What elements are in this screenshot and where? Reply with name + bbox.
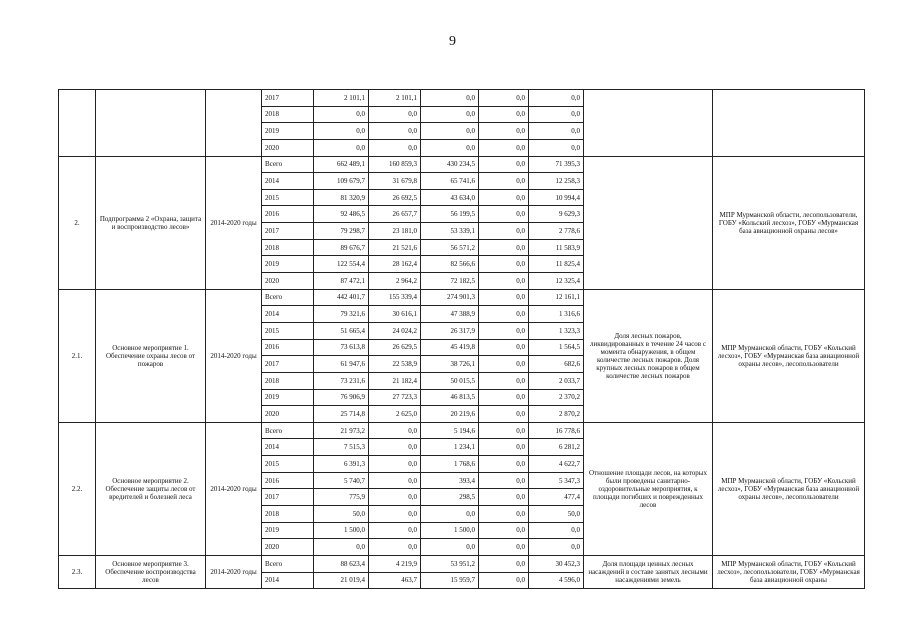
amount-cell: 298,5 [421, 489, 479, 506]
name-cell [96, 90, 206, 157]
amount-cell: 0,0 [369, 489, 421, 506]
amount-cell: 2 964,2 [369, 273, 421, 290]
amount-cell: 21 521,6 [369, 239, 421, 256]
amount-cell: 0,0 [479, 389, 529, 406]
period-cell [206, 90, 262, 157]
amount-cell: 0,0 [369, 506, 421, 523]
table-row [59, 289, 865, 306]
amount-cell: 23 181,0 [369, 223, 421, 240]
year-cell: 2020 [262, 139, 314, 156]
amount-cell: 477,4 [529, 489, 584, 506]
amount-cell: 0,0 [479, 90, 529, 107]
amount-cell: 0,0 [529, 90, 584, 107]
section-name: Основное мероприятие 1. Обеспечение охраны лесов от пожаров [96, 289, 206, 422]
amount-cell: 45 419,8 [421, 339, 479, 356]
year-cell: 2020 [262, 273, 314, 290]
amount-cell: 0,0 [529, 522, 584, 539]
amount-cell: 1 500,0 [421, 522, 479, 539]
section-indicator [584, 156, 713, 289]
amount-cell: 76 906,9 [314, 389, 369, 406]
amount-cell: 2 625,0 [369, 406, 421, 423]
amount-cell: 0,0 [421, 123, 479, 140]
amount-cell: 0,0 [421, 506, 479, 523]
amount-cell: 0,0 [369, 422, 421, 439]
section-executors: МПР Мурманской области, ГОБУ «Кольский лесхоз», ГОБУ «Мурманская база авиационной охраны лесов», лесопользователи [713, 422, 865, 555]
amount-cell: 73 613,8 [314, 339, 369, 356]
amount-cell: 30 452,3 [529, 555, 584, 572]
amount-cell: 0,0 [314, 539, 369, 556]
amount-cell: 4 596,0 [529, 572, 584, 589]
amount-cell: 2 370,2 [529, 389, 584, 406]
year-cell: 2017 [262, 356, 314, 373]
amount-cell: 65 741,6 [421, 173, 479, 190]
amount-cell: 73 231,6 [314, 372, 369, 389]
amount-cell: 0,0 [369, 456, 421, 473]
table-row [59, 422, 865, 439]
year-cell: 2018 [262, 506, 314, 523]
amount-cell: 5 194,6 [421, 422, 479, 439]
amount-cell: 11 583,9 [529, 239, 584, 256]
amount-cell: 0,0 [479, 289, 529, 306]
amount-cell: 0,0 [529, 123, 584, 140]
section-indicator: Доля лесных пожаров, ликвидированных в течение 24 часов с момента обнаружения, в общем количестве лесных пожаров. Доля крупных лесных пожаров в общем количестве лесных пожаров [584, 289, 713, 422]
amount-cell: 2 778,6 [529, 223, 584, 240]
year-cell: 2018 [262, 239, 314, 256]
amount-cell: 50 015,5 [421, 372, 479, 389]
year-cell: 2019 [262, 522, 314, 539]
section-indicator: Отношение площади лесов, на которых были проведены санитарно-оздоровительные мероприятия, к площади погибших и поврежденных лесов [584, 422, 713, 555]
amount-cell: 109 679,7 [314, 173, 369, 190]
amount-cell: 1 323,3 [529, 322, 584, 339]
amount-cell: 1 768,6 [421, 456, 479, 473]
year-cell: 2017 [262, 90, 314, 107]
table-row [59, 555, 865, 572]
year-cell: 2017 [262, 223, 314, 240]
amount-cell: 26 317,9 [421, 322, 479, 339]
amount-cell: 9 629,3 [529, 206, 584, 223]
year-cell: 2019 [262, 123, 314, 140]
amount-cell: 775,9 [314, 489, 369, 506]
amount-cell: 22 538,9 [369, 356, 421, 373]
amount-cell: 7 515,3 [314, 439, 369, 456]
amount-cell: 0,0 [314, 123, 369, 140]
amount-cell: 20 219,6 [421, 406, 479, 423]
section-period: 2014-2020 годы [206, 289, 262, 422]
amount-cell: 160 859,3 [369, 156, 421, 173]
amount-cell: 0,0 [529, 539, 584, 556]
amount-cell: 53 951,2 [421, 555, 479, 572]
amount-cell: 0,0 [314, 106, 369, 123]
amount-cell: 27 723,3 [369, 389, 421, 406]
amount-cell: 0,0 [479, 539, 529, 556]
amount-cell: 122 554,4 [314, 256, 369, 273]
amount-cell: 430 234,5 [421, 156, 479, 173]
amount-cell: 0,0 [369, 522, 421, 539]
amount-cell: 442 401,7 [314, 289, 369, 306]
amount-cell: 0,0 [369, 472, 421, 489]
amount-cell: 16 778,6 [529, 422, 584, 439]
section-name: Основное мероприятие 2. Обеспечение защиты лесов от вредителей и болезней леса [96, 422, 206, 555]
amount-cell: 30 616,1 [369, 306, 421, 323]
amount-cell: 0,0 [421, 106, 479, 123]
year-cell: 2014 [262, 173, 314, 190]
section-period: 2014-2020 годы [206, 422, 262, 555]
amount-cell: 47 388,9 [421, 306, 479, 323]
amount-cell: 0,0 [529, 139, 584, 156]
amount-cell: 21 973,2 [314, 422, 369, 439]
amount-cell: 71 395,3 [529, 156, 584, 173]
amount-cell: 50,0 [314, 506, 369, 523]
amount-cell: 4 622,7 [529, 456, 584, 473]
year-cell: 2014 [262, 439, 314, 456]
section-executors: МПР Мурманской области, ГОБУ «Кольский лесхоз», ГОБУ «Мурманская база авиационной охраны лесов», лесопользователи [713, 289, 865, 422]
amount-cell: 46 813,5 [421, 389, 479, 406]
amount-cell: 0,0 [479, 422, 529, 439]
amount-cell: 56 199,5 [421, 206, 479, 223]
amount-cell: 0,0 [421, 539, 479, 556]
amount-cell: 0,0 [479, 489, 529, 506]
amount-cell: 26 657,7 [369, 206, 421, 223]
section-period: 2014-2020 годы [206, 156, 262, 289]
amount-cell: 0,0 [529, 106, 584, 123]
year-cell: 2018 [262, 372, 314, 389]
amount-cell: 1 234,1 [421, 439, 479, 456]
year-cell: Всего [262, 422, 314, 439]
amount-cell: 1 316,6 [529, 306, 584, 323]
amount-cell: 0,0 [421, 139, 479, 156]
amount-cell: 53 339,1 [421, 223, 479, 240]
amount-cell: 25 714,8 [314, 406, 369, 423]
table-row [59, 90, 865, 107]
year-cell: Всего [262, 289, 314, 306]
year-cell: 2016 [262, 339, 314, 356]
amount-cell: 0,0 [479, 339, 529, 356]
amount-cell: 0,0 [479, 472, 529, 489]
amount-cell: 38 726,1 [421, 356, 479, 373]
year-cell: 2019 [262, 256, 314, 273]
amount-cell: 682,6 [529, 356, 584, 373]
amount-cell: 4 219,9 [369, 555, 421, 572]
amount-cell: 0,0 [479, 406, 529, 423]
amount-cell: 0,0 [479, 306, 529, 323]
year-cell: 2014 [262, 572, 314, 589]
amount-cell: 0,0 [479, 456, 529, 473]
amount-cell: 21 182,4 [369, 372, 421, 389]
amount-cell: 88 623,4 [314, 555, 369, 572]
amount-cell: 5 740,7 [314, 472, 369, 489]
executors-cell [713, 90, 865, 157]
amount-cell: 50,0 [529, 506, 584, 523]
section-name: Основное мероприятие 3. Обеспечение воспроизводства лесов [96, 555, 206, 588]
amount-cell: 463,7 [369, 572, 421, 589]
amount-cell: 155 339,4 [369, 289, 421, 306]
year-cell: 2016 [262, 206, 314, 223]
amount-cell: 0,0 [479, 555, 529, 572]
amount-cell: 56 571,2 [421, 239, 479, 256]
amount-cell: 0,0 [479, 322, 529, 339]
year-cell: 2014 [262, 306, 314, 323]
amount-cell: 0,0 [479, 506, 529, 523]
amount-cell: 72 182,5 [421, 273, 479, 290]
year-cell: 2020 [262, 539, 314, 556]
amount-cell: 0,0 [479, 206, 529, 223]
amount-cell: 26 629,5 [369, 339, 421, 356]
section-period: 2014-2020 годы [206, 555, 262, 588]
year-cell: Всего [262, 555, 314, 572]
section-number: 2.2. [59, 422, 96, 555]
amount-cell: 82 566,6 [421, 256, 479, 273]
amount-cell: 0,0 [479, 106, 529, 123]
amount-cell: 0,0 [479, 372, 529, 389]
amount-cell: 274 901,3 [421, 289, 479, 306]
year-cell: 2017 [262, 489, 314, 506]
amount-cell: 0,0 [479, 156, 529, 173]
amount-cell: 0,0 [369, 139, 421, 156]
amount-cell: 79 298,7 [314, 223, 369, 240]
section-number: 2.1. [59, 289, 96, 422]
amount-cell: 0,0 [314, 139, 369, 156]
amount-cell: 0,0 [479, 273, 529, 290]
section-executors: МПР Мурманской области, ГОБУ «Кольский лесхоз», лесопользователи, ГОБУ «Мурманская база авиационной охраны [713, 555, 865, 588]
section-indicator: Доля площади ценных лесных насаждений в составе занятых лесными насаждениями земель [584, 555, 713, 588]
amount-cell: 26 692,5 [369, 189, 421, 206]
amount-cell: 1 564,5 [529, 339, 584, 356]
amount-cell: 5 347,3 [529, 472, 584, 489]
amount-cell: 61 947,6 [314, 356, 369, 373]
year-cell: 2020 [262, 406, 314, 423]
amount-cell: 43 634,0 [421, 189, 479, 206]
amount-cell: 393,4 [421, 472, 479, 489]
amount-cell: 0,0 [369, 106, 421, 123]
amount-cell: 12 161,1 [529, 289, 584, 306]
amount-cell: 1 500,0 [314, 522, 369, 539]
amount-cell: 0,0 [479, 223, 529, 240]
year-cell: 2015 [262, 456, 314, 473]
amount-cell: 10 994,4 [529, 189, 584, 206]
section-number: 2.3. [59, 555, 96, 588]
indicator-cell [584, 90, 713, 157]
amount-cell: 15 959,7 [421, 572, 479, 589]
amount-cell: 0,0 [369, 439, 421, 456]
table-row [59, 156, 865, 173]
amount-cell: 2 033,7 [529, 372, 584, 389]
amount-cell: 12 325,4 [529, 273, 584, 290]
amount-cell: 31 679,8 [369, 173, 421, 190]
amount-cell: 0,0 [421, 90, 479, 107]
amount-cell: 0,0 [479, 123, 529, 140]
amount-cell: 2 870,2 [529, 406, 584, 423]
year-cell: 2018 [262, 106, 314, 123]
amount-cell: 12 258,3 [529, 173, 584, 190]
amount-cell: 79 321,6 [314, 306, 369, 323]
amount-cell: 0,0 [479, 239, 529, 256]
amount-cell: 89 676,7 [314, 239, 369, 256]
section-executors: МПР Мурманской области, лесопользователи, ГОБУ «Кольский лесхоз», ГОБУ «Мурманская база авиационной охраны лесов» [713, 156, 865, 289]
amount-cell: 2 101,1 [369, 90, 421, 107]
year-cell: 2015 [262, 322, 314, 339]
amount-cell: 6 281,2 [529, 439, 584, 456]
year-cell: 2015 [262, 189, 314, 206]
amount-cell: 0,0 [479, 522, 529, 539]
amount-cell: 662 489,1 [314, 156, 369, 173]
number-cell [59, 90, 96, 157]
amount-cell: 0,0 [479, 189, 529, 206]
amount-cell: 0,0 [479, 256, 529, 273]
page-number: 9 [449, 34, 456, 49]
amount-cell: 28 162,4 [369, 256, 421, 273]
amount-cell: 0,0 [479, 139, 529, 156]
budget-table [58, 89, 865, 589]
year-cell: 2019 [262, 389, 314, 406]
amount-cell: 2 101,1 [314, 90, 369, 107]
amount-cell: 0,0 [479, 439, 529, 456]
amount-cell: 0,0 [479, 173, 529, 190]
amount-cell: 0,0 [479, 572, 529, 589]
amount-cell: 81 320,9 [314, 189, 369, 206]
amount-cell: 21 019,4 [314, 572, 369, 589]
amount-cell: 6 391,3 [314, 456, 369, 473]
section-name: Подпрограмма 2 «Охрана, защита и воспроизводство лесов» [96, 156, 206, 289]
amount-cell: 0,0 [369, 539, 421, 556]
section-number: 2. [59, 156, 96, 289]
amount-cell: 87 472,1 [314, 273, 369, 290]
year-cell: Всего [262, 156, 314, 173]
amount-cell: 24 024,2 [369, 322, 421, 339]
amount-cell: 51 665,4 [314, 322, 369, 339]
year-cell: 2016 [262, 472, 314, 489]
amount-cell: 92 486,5 [314, 206, 369, 223]
amount-cell: 11 825,4 [529, 256, 584, 273]
amount-cell: 0,0 [369, 123, 421, 140]
amount-cell: 0,0 [479, 356, 529, 373]
